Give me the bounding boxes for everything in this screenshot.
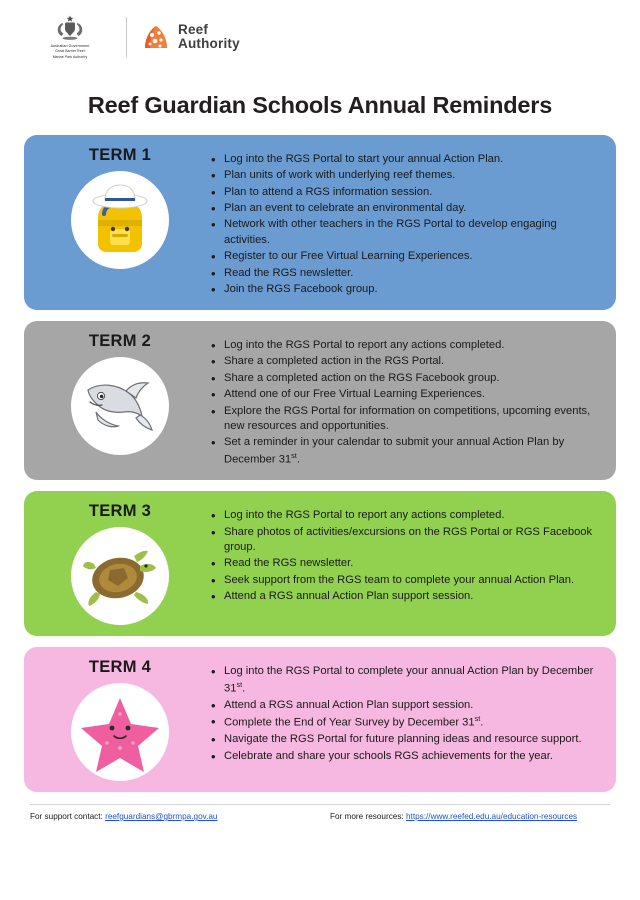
resources-contact (330, 812, 610, 821)
list-item: • Plan an event to celebrate an environmental day. (222, 201, 602, 216)
term-4-label: TERM 4 (88, 658, 152, 677)
list-item: • Celebrate and share your schools RGS achievements for the year. (222, 749, 602, 764)
list-item: • Log into the RGS Portal to report any actions completed. (222, 338, 602, 353)
list-item: • Log into the RGS Portal to report any actions completed. (222, 508, 602, 523)
term-3-section (24, 491, 616, 636)
list-item: • Attend one of our Free Virtual Learning Experiences. (222, 387, 602, 402)
list-item: • Set a reminder in your calendar to submit your annual Action Plan by December 31st. (222, 435, 602, 468)
support-contact (30, 812, 330, 821)
document-footer (30, 812, 610, 821)
support-email-link[interactable]: reefguardians@gbrmpa.gov.au (105, 812, 218, 822)
list-item: • Navigate the RGS Portal for future planning ideas and resource support. (222, 732, 602, 747)
term-1-left (34, 146, 206, 269)
list-item: • Join the RGS Facebook group. (222, 282, 602, 297)
term-4-left (34, 658, 206, 781)
dolphin-illustration (71, 357, 169, 455)
list-item: • Attend a RGS annual Action Plan support session. (222, 589, 602, 604)
header-divider (126, 17, 127, 57)
crest-caption (51, 44, 90, 60)
page-title: Reef Guardian Schools Annual Reminders (87, 91, 553, 118)
term-2-items (206, 332, 602, 469)
term-1-items (206, 146, 602, 299)
reef-authority-logo (141, 22, 240, 52)
list-item: • Read the RGS newsletter. (222, 266, 602, 281)
crest-line-1: Australian Government (50, 44, 90, 48)
list-item: • Log into the RGS Portal to complete your annual Action Plan by December 31st. (222, 664, 602, 697)
list-item: • Complete the End of Year Survey by December 31st. (222, 714, 602, 731)
term-4-section (24, 647, 616, 792)
support-label: For support contact: (30, 812, 103, 822)
list-item: • Network with other teachers in the RGS Portal to develop engaging activities. (222, 217, 602, 248)
term-2-section (24, 321, 616, 480)
list-item: • Share photos of activities/excursions on the RGS Portal or RGS Facebook group. (222, 525, 602, 556)
crest-line-2: Great Barrier Reef (55, 49, 85, 54)
list-item: • Attend a RGS annual Action Plan support session. (222, 698, 602, 713)
list-item: • Share a completed action on the RGS Facebook group. (222, 371, 602, 386)
list-item: • Explore the RGS Portal for information on competitions, upcoming events, new resources and opportunities. (222, 404, 602, 435)
starfish-illustration (71, 683, 169, 781)
list-item: • Seek support from the RGS team to complete your annual Action Plan. (222, 573, 602, 588)
resources-label: For more resources: (330, 812, 404, 822)
resources-link[interactable]: https://www.reefed.edu.au/education-resources (406, 812, 578, 822)
backpack-hat-illustration (71, 171, 169, 269)
term-2-label: TERM 2 (88, 331, 152, 350)
term-1-section (24, 135, 616, 310)
list-item: • Register to our Free Virtual Learning Experiences. (222, 249, 602, 264)
list-item: • Read the RGS newsletter. (222, 556, 602, 571)
australian-government-crest (28, 14, 112, 60)
term-3-items (206, 502, 602, 606)
coral-logo-icon (141, 22, 171, 52)
list-item: • Share a completed action in the RGS Portal. (222, 354, 602, 369)
reef-authority-wordmark (178, 23, 240, 51)
term-3-label: TERM 3 (88, 502, 152, 521)
document-header (24, 0, 616, 66)
term-4-items (206, 658, 602, 765)
logo-line-2: Authority (178, 35, 240, 51)
list-item: • Plan to attend a RGS information session. (222, 185, 602, 200)
term-2-left (34, 332, 206, 455)
crest-line-3: Marine Park Authority (52, 54, 88, 59)
term-1-label: TERM 1 (88, 145, 152, 164)
list-item: • Log into the RGS Portal to start your annual Action Plan. (222, 152, 602, 167)
coat-of-arms-icon (52, 14, 88, 42)
logo-line-1: Reef (178, 21, 209, 37)
term-3-left (34, 502, 206, 625)
footer-divider (30, 804, 610, 805)
turtle-illustration (71, 527, 169, 625)
list-item: • Plan units of work with underlying reef themes. (222, 168, 602, 183)
